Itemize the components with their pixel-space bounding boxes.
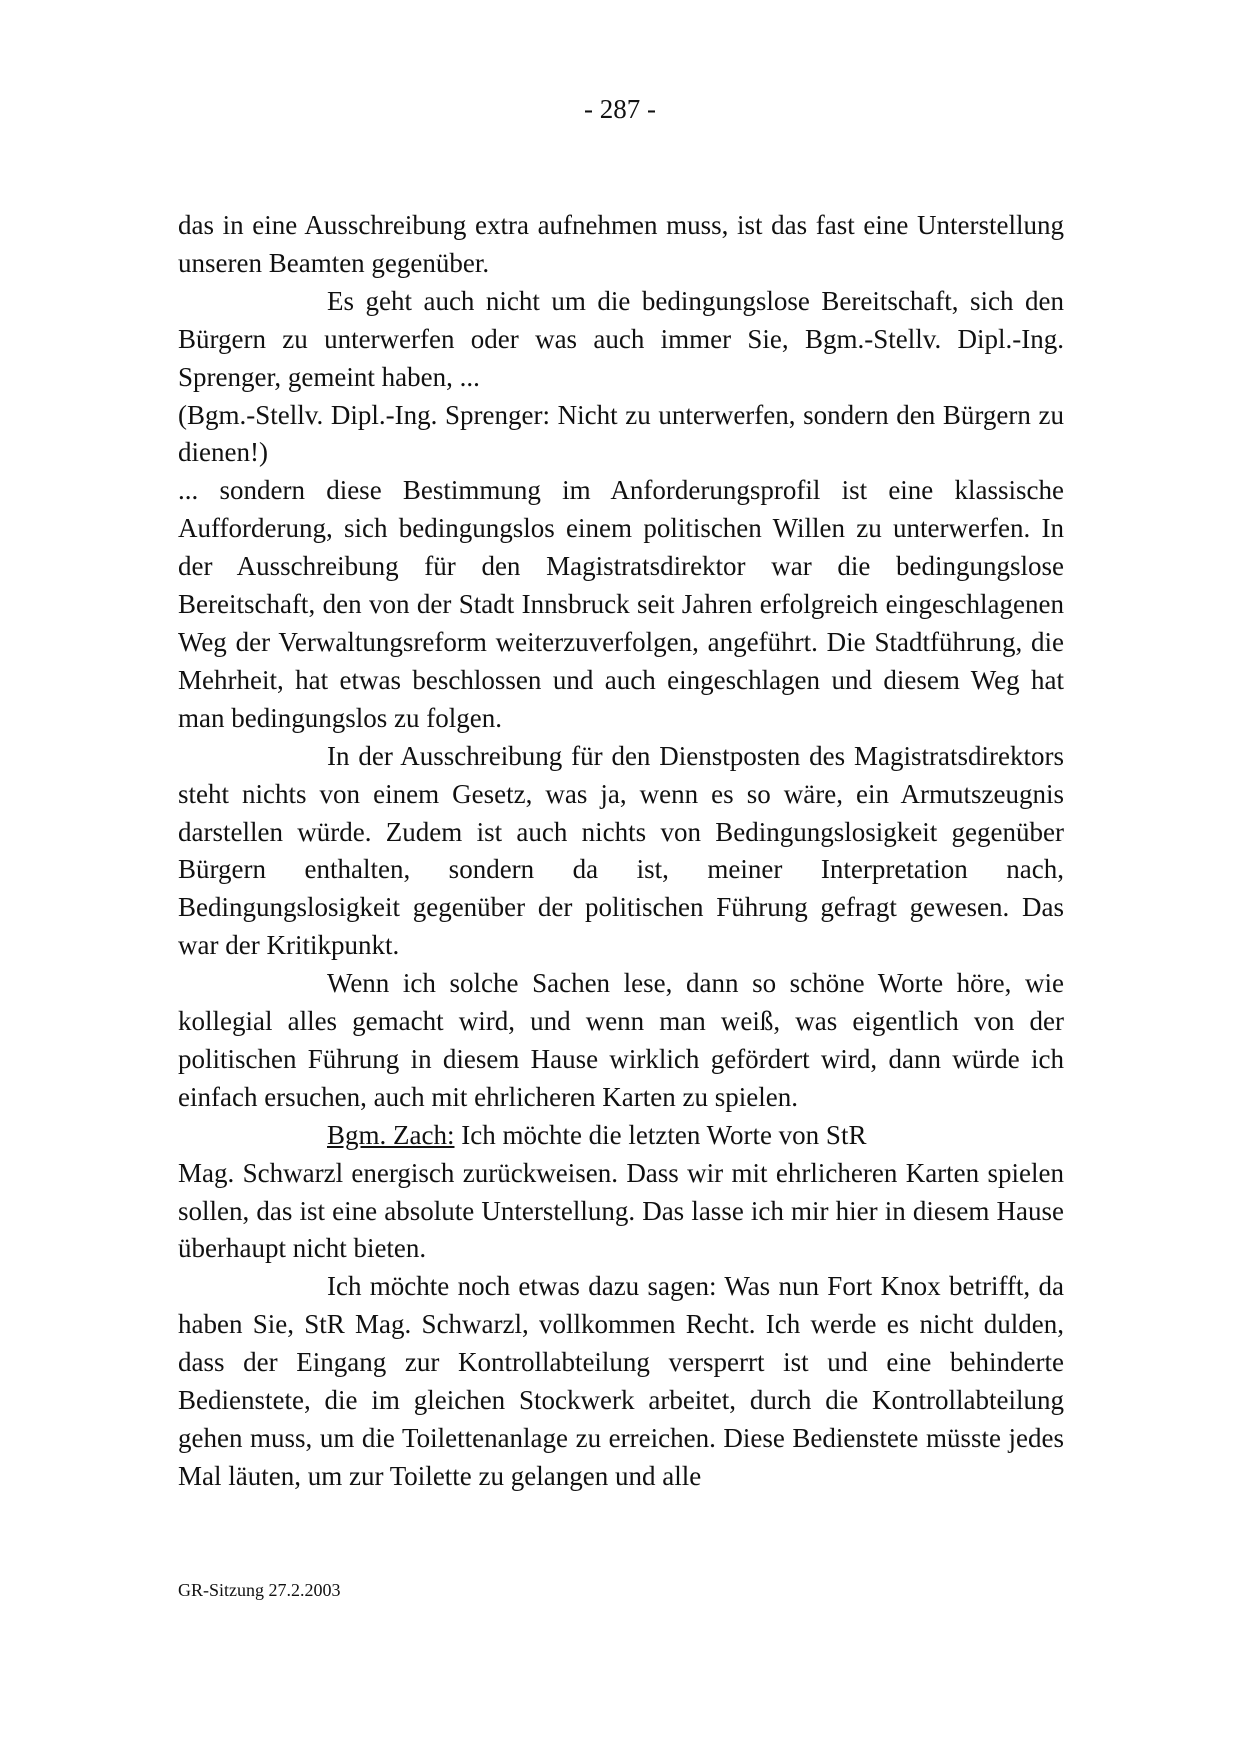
paragraph: das in eine Ausschreibung extra aufnehmen muss, ist das fast eine Unterstellung unseren Beamten gegenüber. xyxy=(178,210,1064,278)
interjection: (Bgm.-Stellv. Dipl.-Ing. Sprenger: Nicht zu unterwerfen, sondern den Bürgern zu dienen!) xyxy=(178,399,1064,468)
paragraph: ... sondern diese Bestimmung im Anforderungsprofil ist eine klassische Aufforderung, sich bedingungslos einem politischen Willen zu unterwerfen. In der Ausschreibung für den Magistratsdirektor war die bedingungslose Bereitschaft, den von der Stadt Innsbruck seit Jahren erfolgreich eingeschlagenen Weg der Verwaltungsreform weiterzuverfolgen, angeführt. Die Stadtführung, die Mehrheit, hat etwas beschlossen und auch eingeschlagen und diesem Weg hat man bedingungslos zu folgen. xyxy=(178,475,1064,733)
page-number: - 287 - xyxy=(584,94,656,124)
speaker-name: Bgm. Zach: xyxy=(327,1119,455,1150)
paragraph: In der Ausschreibung für den Dienstposten des Magistratsdirektors steht nichts von einem Gesetz, was ja, wenn es so wäre, ein Armutszeugnis darstellen würde. Zudem ist auch nichts von Bedingungslosigkeit gegenüber Bürgern enthalten, sondern da ist, meiner Interpretation nach, Bedingungslosigkeit gegenüber der politischen Führung gefragt gewesen. Das war der Kritikpunkt. xyxy=(178,740,1064,961)
paragraph: Ich möchte noch etwas dazu sagen: Was nun Fort Knox betrifft, da haben Sie, StR Mag. Schwarzl, vollkommen Recht. Ich werde es nicht dulden, dass der Eingang zur Kontrollabteilung versperrt ist und eine behinderte Bedienstete, die im gleichen Stockwerk arbeitet, durch die Kontrollabteilung gehen muss, um die Toilettenanlage zu erreichen. Diese Bedienstete müsste jedes Mal läuten, um zur Toilette zu gelangen und alle xyxy=(178,1271,1064,1491)
footer: GR-Sitzung 27.2.2003 xyxy=(178,1580,341,1600)
body-text xyxy=(178,207,1064,1496)
paragraph: Mag. Schwarzl energisch zurückweisen. Dass wir mit ehrlicheren Karten spielen sollen, das ist eine absolute Unterstellung. Das lasse ich mir hier in diesem Hause überhaupt nicht bieten. xyxy=(178,1157,1064,1264)
paragraph: Es geht auch nicht um die bedingungslose Bereitschaft, sich den Bürgern zu unterwerfen oder was auch immer Sie, Bgm.-Stellv. Dipl.-Ing. Sprenger, gemeint haben, ... xyxy=(178,285,1064,392)
speech-opening-line xyxy=(178,1117,1064,1155)
paragraph: Wenn ich solche Sachen lese, dann so schöne Worte höre, wie kollegial alles gemacht wird, und wenn man weiß, was eigentlich von der politischen Führung in diesem Hause wirklich gefördert wird, dann würde ich einfach ersuchen, auch mit ehrlicheren Karten zu spielen. xyxy=(178,968,1064,1112)
speech-first-line: Ich möchte die letzten Worte von StR xyxy=(454,1119,867,1150)
